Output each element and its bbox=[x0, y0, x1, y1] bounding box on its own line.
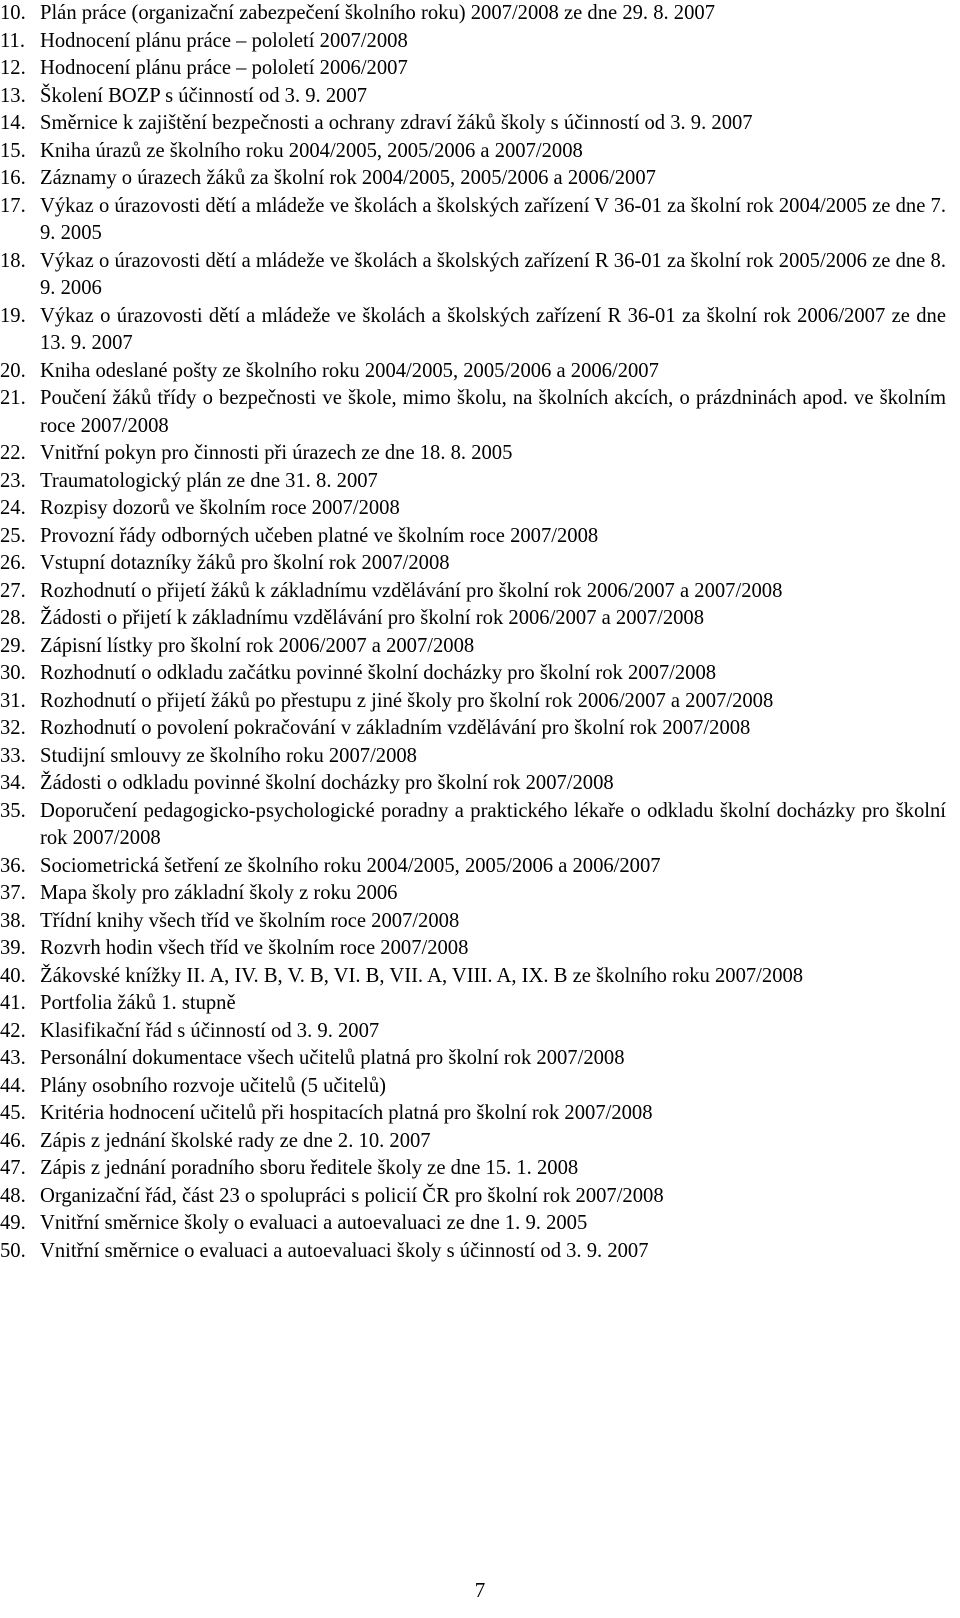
list-item-text: Zápisní lístky pro školní rok 2006/2007 a 2007/2008 bbox=[40, 634, 475, 657]
list-item-number: 42. bbox=[0, 1019, 26, 1042]
list-item bbox=[0, 138, 946, 166]
list-item-text: Vnitřní směrnice školy o evaluaci a autoevaluaci ze dne 1. 9. 2005 bbox=[40, 1212, 588, 1234]
list-item-number: 46. bbox=[0, 1129, 26, 1152]
list-item-number: 17. bbox=[0, 194, 26, 217]
list-item-number: 26. bbox=[0, 552, 26, 574]
list-item bbox=[0, 1073, 946, 1101]
list-item bbox=[0, 28, 946, 56]
list-item-number: 20. bbox=[0, 359, 26, 382]
list-item bbox=[0, 1183, 946, 1211]
list-item-text: Kritéria hodnocení učitelů při hospitacích platná pro školní rok 2007/2008 bbox=[40, 1102, 653, 1124]
list-item-text: Provozní řády odborných učeben platné ve školním roce 2007/2008 bbox=[40, 524, 599, 547]
list-item bbox=[0, 165, 946, 193]
list-item-number: 22. bbox=[0, 442, 26, 464]
list-item-text: Výkaz o úrazovosti dětí a mládeže ve školách a školských zařízení R 36-01 za školní rok 2005/2006 ze dne 8. 9. 2006 bbox=[40, 249, 946, 299]
list-item bbox=[0, 523, 946, 551]
list-item bbox=[0, 990, 946, 1018]
list-item bbox=[0, 605, 946, 633]
list-item-number: 25. bbox=[0, 524, 26, 547]
list-item-text: Vstupní dotazníky žáků pro školní rok 2007/2008 bbox=[40, 552, 450, 574]
list-item-text: Plány osobního rozvoje učitelů (5 učitelů) bbox=[40, 1074, 387, 1097]
list-item-number: 19. bbox=[0, 304, 26, 327]
list-item-number: 24. bbox=[0, 497, 26, 519]
list-item-text: Školení BOZP s účinností od 3. 9. 2007 bbox=[40, 84, 368, 107]
list-item bbox=[0, 853, 946, 881]
list-item bbox=[0, 440, 946, 468]
list-item-text: Portfolia žáků 1. stupně bbox=[40, 992, 236, 1014]
list-item-number: 33. bbox=[0, 744, 26, 767]
list-item-text: Rozhodnutí o povolení pokračování v základním vzdělávání pro školní rok 2007/2008 bbox=[40, 717, 751, 739]
list-item-number: 36. bbox=[0, 854, 26, 877]
list-item-number: 35. bbox=[0, 799, 26, 822]
list-item-number: 38. bbox=[0, 909, 26, 932]
list-item bbox=[0, 743, 946, 771]
list-item-text: Vnitřní pokyn pro činnosti při úrazech ze dne 18. 8. 2005 bbox=[40, 442, 513, 464]
list-item-text: Plán práce (organizační zabezpečení školního roku) 2007/2008 ze dne 29. 8. 2007 bbox=[40, 2, 715, 24]
list-item bbox=[0, 55, 946, 83]
list-item-text: Poučení žáků třídy o bezpečnosti ve škole, mimo školu, na školních akcích, o prázdninách apod. ve školním roce 2007/2008 bbox=[40, 387, 946, 437]
list-item-text: Záznamy o úrazech žáků za školní rok 2004/2005, 2005/2006 a 2006/2007 bbox=[40, 167, 656, 189]
list-item-number: 23. bbox=[0, 469, 26, 492]
list-item-text: Zápis z jednání poradního sboru ředitele školy ze dne 15. 1. 2008 bbox=[40, 1157, 579, 1179]
list-item-text: Třídní knihy všech tříd ve školním roce 2007/2008 bbox=[40, 909, 460, 932]
list-item-text: Výkaz o úrazovosti dětí a mládeže ve školách a školských zařízení R 36-01 za školní rok 2006/2007 ze dne 13. 9. 2007 bbox=[40, 304, 946, 354]
list-item-text: Žádosti o přijetí k základnímu vzdělávání pro školní rok 2006/2007 a 2007/2008 bbox=[40, 607, 705, 629]
list-item-text: Kniha úrazů ze školního roku 2004/2005, 2005/2006 a 2007/2008 bbox=[40, 139, 583, 162]
list-item bbox=[0, 935, 946, 963]
list-item-number: 10. bbox=[0, 2, 26, 24]
list-item-text: Hodnocení plánu práce – pololetí 2007/2008 bbox=[40, 29, 408, 52]
list-item bbox=[0, 303, 946, 358]
list-item-text: Doporučení pedagogicko-psychologické poradny a praktického lékaře o odkladu školní docházky pro školní rok 2007/2008 bbox=[40, 799, 946, 849]
list-item-text: Hodnocení plánu práce – pololetí 2006/2007 bbox=[40, 57, 408, 79]
list-item-text: Rozpisy dozorů ve školním roce 2007/2008 bbox=[40, 497, 400, 519]
list-item-number: 18. bbox=[0, 249, 26, 272]
list-item bbox=[0, 880, 946, 908]
list-item bbox=[0, 688, 946, 716]
list-item-text: Personální dokumentace všech učitelů platná pro školní rok 2007/2008 bbox=[40, 1047, 625, 1069]
list-item bbox=[0, 770, 946, 798]
list-item bbox=[0, 1045, 946, 1073]
list-item-number: 48. bbox=[0, 1184, 26, 1207]
list-item-number: 43. bbox=[0, 1047, 26, 1069]
list-item-text: Rozhodnutí o odkladu začátku povinné školní docházky pro školní rok 2007/2008 bbox=[40, 662, 717, 684]
list-item bbox=[0, 0, 946, 28]
list-item-number: 13. bbox=[0, 84, 26, 107]
list-item-text: Kniha odeslané pošty ze školního roku 2004/2005, 2005/2006 a 2006/2007 bbox=[40, 359, 659, 382]
list-item-text: Žákovské knížky II. A, IV. B, V. B, VI. B, VII. A, VIII. A, IX. B ze školního roku 2007/2008 bbox=[40, 964, 804, 987]
list-item-number: 34. bbox=[0, 772, 26, 794]
list-item bbox=[0, 110, 946, 138]
list-item bbox=[0, 1210, 946, 1238]
list-item bbox=[0, 1128, 946, 1156]
list-item-number: 29. bbox=[0, 634, 26, 657]
list-item-number: 27. bbox=[0, 579, 26, 602]
list-item-number: 31. bbox=[0, 689, 26, 712]
list-item-text: Rozvrh hodin všech tříd ve školním roce 2007/2008 bbox=[40, 937, 469, 959]
list-item-text: Žádosti o odkladu povinné školní docházky pro školní rok 2007/2008 bbox=[40, 772, 614, 794]
list-item-number: 30. bbox=[0, 662, 26, 684]
list-item-text: Vnitřní směrnice o evaluaci a autoevaluaci školy s účinností od 3. 9. 2007 bbox=[40, 1239, 649, 1262]
list-item-text: Traumatologický plán ze dne 31. 8. 2007 bbox=[40, 469, 378, 492]
list-item-text: Rozhodnutí o přijetí žáků k základnímu vzdělávání pro školní rok 2006/2007 a 2007/2008 bbox=[40, 579, 783, 602]
list-item-number: 40. bbox=[0, 964, 26, 987]
list-item bbox=[0, 358, 946, 386]
list-item-text: Směrnice k zajištění bezpečnosti a ochrany zdraví žáků školy s účinností od 3. 9. 2007 bbox=[40, 112, 753, 134]
list-item-text: Sociometrická šetření ze školního roku 2004/2005, 2005/2006 a 2006/2007 bbox=[40, 854, 661, 877]
list-item-text: Mapa školy pro základní školy z roku 2006 bbox=[40, 882, 398, 904]
list-item bbox=[0, 715, 946, 743]
list-item-text: Organizační řád, část 23 o spolupráci s policií ČR pro školní rok 2007/2008 bbox=[40, 1184, 664, 1207]
list-item-number: 37. bbox=[0, 882, 26, 904]
list-item bbox=[0, 1155, 946, 1183]
list-item-number: 45. bbox=[0, 1102, 26, 1124]
list-item-number: 28. bbox=[0, 607, 26, 629]
list-item-number: 16. bbox=[0, 167, 26, 189]
list-item bbox=[0, 1238, 946, 1266]
list-item-number: 14. bbox=[0, 112, 26, 134]
list-item bbox=[0, 468, 946, 496]
list-item bbox=[0, 908, 946, 936]
list-item bbox=[0, 550, 946, 578]
list-item bbox=[0, 248, 946, 303]
list-item-number: 21. bbox=[0, 387, 26, 409]
list-item bbox=[0, 495, 946, 523]
list-item bbox=[0, 578, 946, 606]
list-item-number: 44. bbox=[0, 1074, 26, 1097]
list-item-number: 11. bbox=[0, 29, 25, 52]
list-item bbox=[0, 83, 946, 111]
list-item bbox=[0, 385, 946, 440]
list-item bbox=[0, 193, 946, 248]
list-item bbox=[0, 963, 946, 991]
list-item bbox=[0, 1018, 946, 1046]
list-item-text: Rozhodnutí o přijetí žáků po přestupu z jiné školy pro školní rok 2006/2007 a 2007/2008 bbox=[40, 689, 774, 712]
list-item bbox=[0, 633, 946, 661]
list-item-text: Studijní smlouvy ze školního roku 2007/2008 bbox=[40, 744, 417, 767]
list-item-text: Zápis z jednání školské rady ze dne 2. 10. 2007 bbox=[40, 1129, 431, 1152]
list-item-number: 12. bbox=[0, 57, 26, 79]
list-item-text: Výkaz o úrazovosti dětí a mládeže ve školách a školských zařízení V 36-01 za školní rok 2004/2005 ze dne 7. 9. 2005 bbox=[40, 194, 946, 244]
list-item-number: 49. bbox=[0, 1212, 26, 1234]
list-item bbox=[0, 798, 946, 853]
list-item-number: 41. bbox=[0, 992, 26, 1014]
list-item-number: 15. bbox=[0, 139, 26, 162]
list-item bbox=[0, 660, 946, 688]
list-item-text: Klasifikační řád s účinností od 3. 9. 2007 bbox=[40, 1019, 380, 1042]
list-item-number: 50. bbox=[0, 1239, 26, 1262]
list-item-number: 32. bbox=[0, 717, 26, 739]
list-item bbox=[0, 1100, 946, 1128]
list-item-number: 47. bbox=[0, 1157, 26, 1179]
page-number: 7 bbox=[474, 1578, 486, 1602]
list-item-number: 39. bbox=[0, 937, 26, 959]
